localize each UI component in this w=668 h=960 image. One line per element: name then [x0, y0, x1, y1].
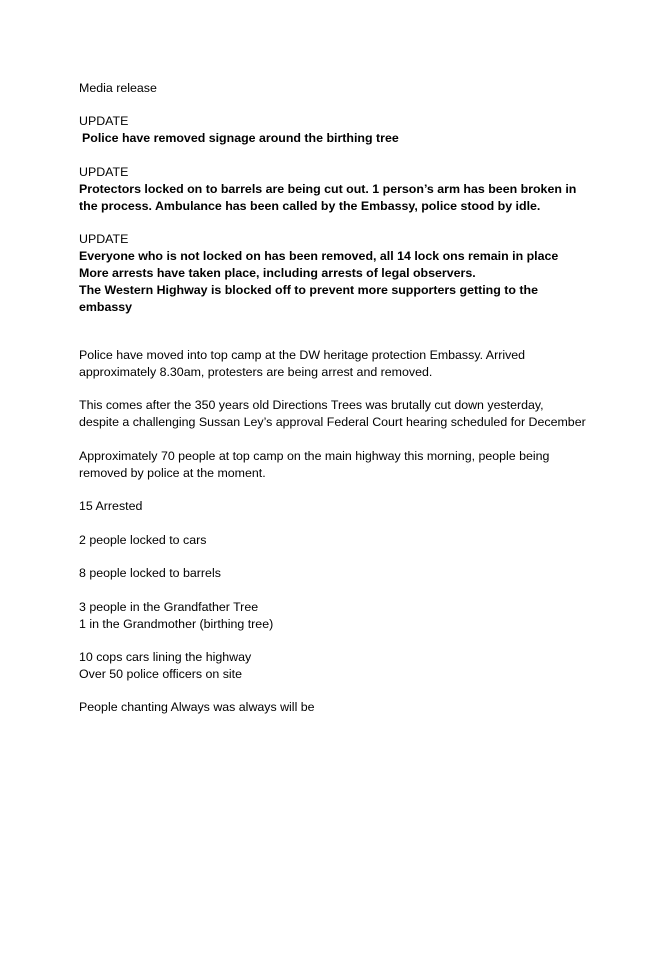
paragraph-locked-barrels	[79, 565, 639, 582]
paragraph-line: People chanting Always was always will be	[79, 700, 315, 714]
heading-text: Media release	[79, 81, 157, 95]
paragraph-line: Police have moved into top camp at the DW heritage protection Embassy. Arrived	[79, 348, 526, 362]
paragraph-line: approximately 8.30am, protesters are being arrest and removed.	[79, 365, 433, 379]
update-block-3	[79, 231, 639, 316]
paragraph-line: 2 people locked to cars	[79, 533, 207, 547]
update-line: the process. Ambulance has been called by the Embassy, police stood by idle.	[79, 199, 541, 213]
update-line: Everyone who is not locked on has been removed, all 14 lock ons remain in place	[79, 249, 559, 263]
update-label: UPDATE	[79, 232, 129, 246]
paragraph-line: 10 cops cars lining the highway	[79, 650, 252, 664]
paragraph-trees	[79, 599, 639, 633]
update-line: Police have removed signage around the birthing tree	[82, 131, 399, 145]
paragraph-chanting	[79, 699, 639, 716]
paragraph-line: Approximately 70 people at top camp on the main highway this morning, people being	[79, 449, 550, 463]
paragraph-police-moved	[79, 347, 639, 381]
paragraph-locked-cars	[79, 532, 639, 549]
paragraph-line: 3 people in the Grandfather Tree	[79, 600, 259, 614]
update-block-2	[79, 164, 639, 215]
paragraph-police-cars	[79, 649, 639, 683]
update-label: UPDATE	[79, 165, 129, 179]
paragraph-line: This comes after the 350 years old Directions Trees was brutally cut down yesterday,	[79, 398, 544, 412]
paragraph-line: 1 in the Grandmother (birthing tree)	[79, 617, 274, 631]
paragraph-arrested	[79, 498, 639, 515]
paragraph-line: removed by police at the moment.	[79, 466, 266, 480]
paragraph-directions-tree	[79, 397, 639, 431]
paragraph-line: 15 Arrested	[79, 499, 143, 513]
update-line: More arrests have taken place, including arrests of legal observers.	[79, 266, 476, 280]
update-label: UPDATE	[79, 114, 129, 128]
paragraph-line: 8 people locked to barrels	[79, 566, 221, 580]
update-block-1	[79, 113, 639, 147]
update-line: embassy	[79, 300, 133, 314]
paragraph-line: Over 50 police officers on site	[79, 667, 242, 681]
update-line: Protectors locked on to barrels are being cut out. 1 person’s arm has been broken in	[79, 182, 577, 196]
paragraph-line: despite a challenging Sussan Ley’s approval Federal Court hearing scheduled for December	[79, 415, 586, 429]
update-line: The Western Highway is blocked off to prevent more supporters getting to the	[79, 283, 538, 297]
paragraph-top-camp	[79, 448, 639, 482]
media-release-heading	[79, 80, 639, 97]
